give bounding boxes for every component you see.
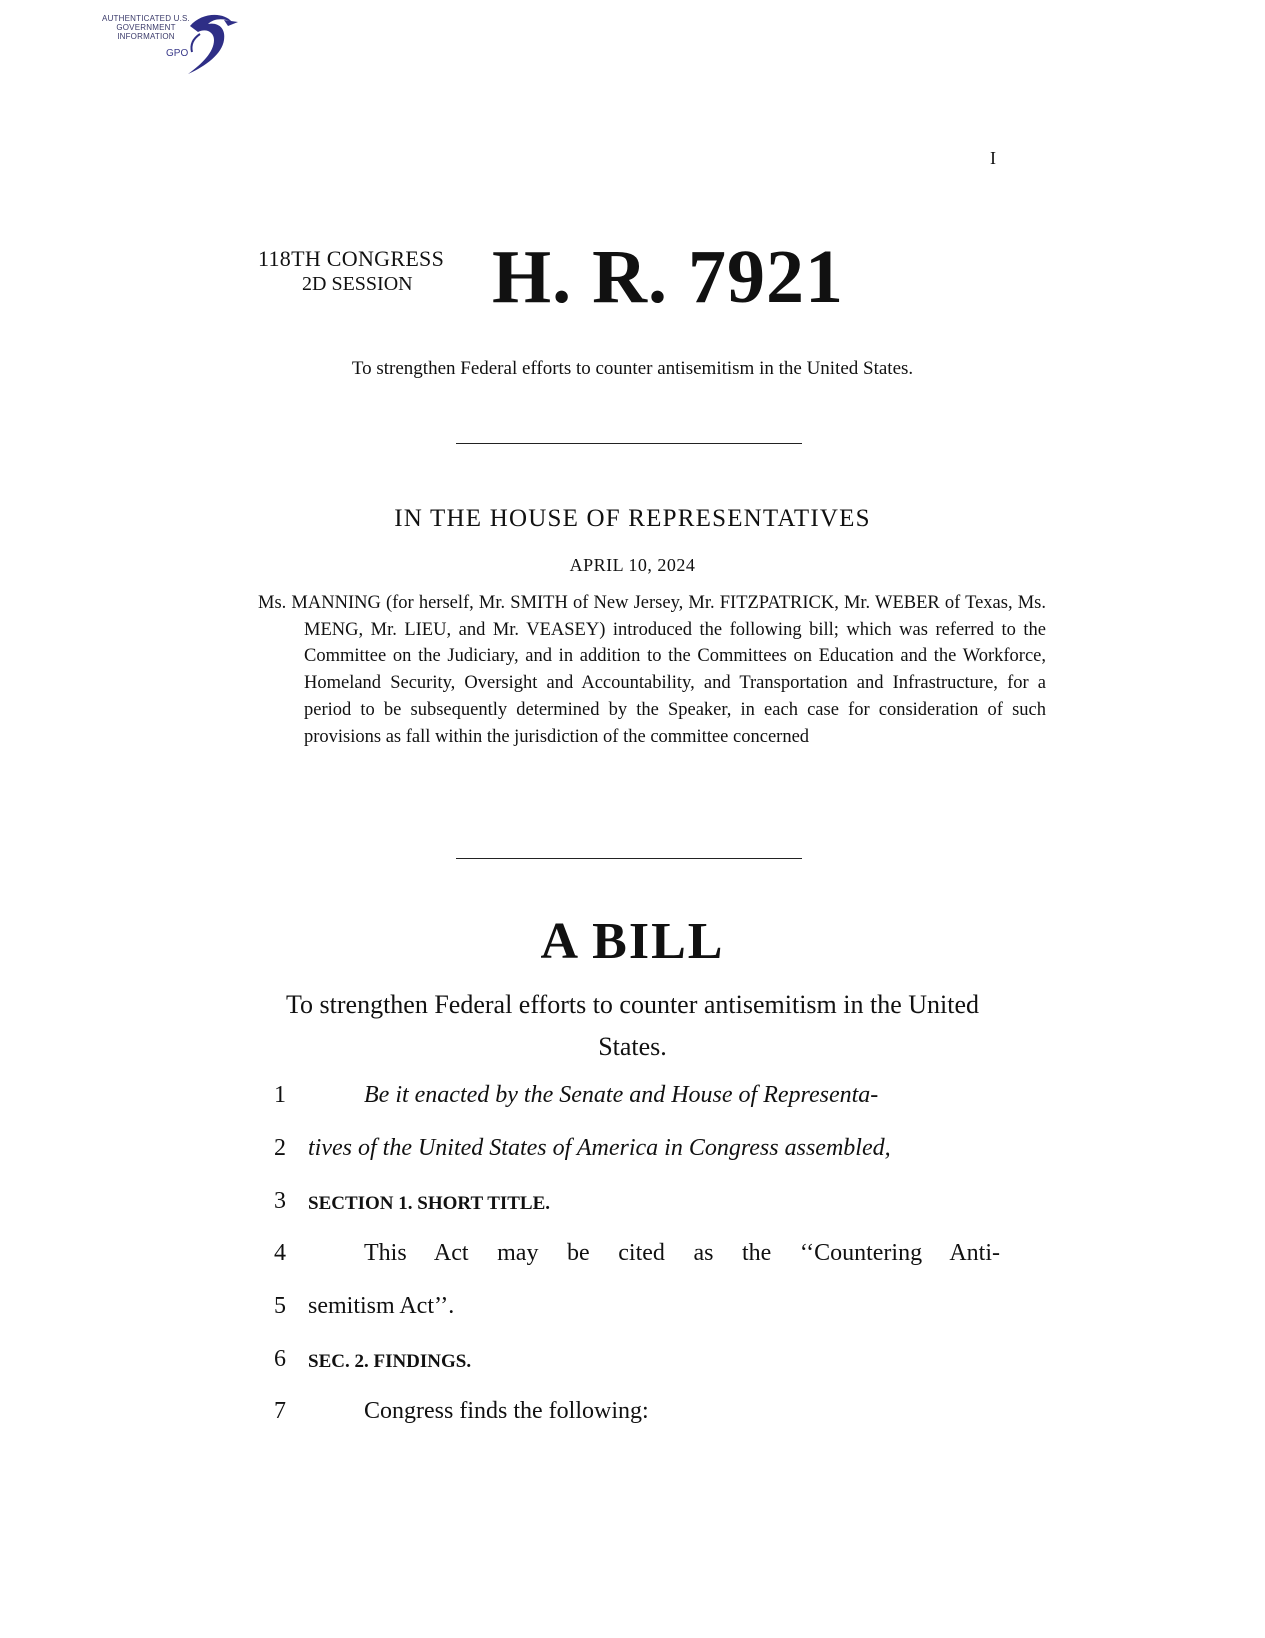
line-number: 7	[274, 1398, 286, 1424]
seal-gpo-label: GPO	[166, 48, 189, 59]
line-number: 4	[274, 1240, 286, 1266]
line-number: 6	[274, 1346, 286, 1372]
introduction-date: APRIL 10, 2024	[569, 555, 696, 575]
text-line: semitism Act’’.	[308, 1293, 455, 1319]
section-heading: SEC. 2. FINDINGS.	[308, 1351, 472, 1372]
congress-label: 118TH CONGRESS	[258, 246, 445, 271]
bill-label: A BILL	[540, 913, 725, 970]
line-number: 2	[274, 1135, 286, 1161]
chamber-heading: IN THE HOUSE OF REPRESENTATIVES	[394, 505, 871, 532]
gpo-authentication-seal	[100, 8, 240, 76]
text-line: This Act may be cited as the ‘‘Countering Anti-	[364, 1240, 1000, 1266]
divider	[456, 443, 802, 444]
section-heading: SECTION 1. SHORT TITLE.	[308, 1193, 551, 1214]
seal-text: AUTHENTICATED U.S. GOVERNMENT INFORMATION	[102, 14, 190, 41]
bill-number: H. R. 7921	[492, 235, 844, 319]
line-number: 1	[274, 1082, 286, 1108]
line-number: 3	[274, 1188, 286, 1214]
introduction-statement: Ms. MANNING (for herself, Mr. SMITH of New Jersey, Mr. FITZPATRICK, Mr. WEBER of Texas, Ms. MENG, Mr. LIEU, and Mr. VEASEY) introduced the following bill; which was referred to the Committee on the Judiciary, and in addition to the Committees on Education and the Workforce, Homeland Security, Oversight and Accountability, and Transportation and Infrastructure, for a period to be subsequently determined by the Speaker, in each case for consideration of such provisions as fall within the jurisdiction of the committee concerned	[258, 593, 1046, 747]
short-purpose: To strengthen Federal efforts to counter antisemitism in the United States.	[351, 358, 914, 379]
line-number: 5	[274, 1293, 286, 1319]
session-label: 2D SESSION	[302, 273, 413, 295]
divider	[456, 858, 802, 859]
enacting-clause-line: tives of the United States of America in Congress assembled,	[308, 1135, 891, 1161]
eagle-icon	[180, 8, 240, 78]
text-line: Congress finds the following:	[364, 1398, 649, 1424]
bill-purpose: To strengthen Federal efforts to counter antisemitism in the United States.	[285, 990, 980, 1061]
enacting-clause-line: Be it enacted by the Senate and House of Representa-	[364, 1082, 879, 1108]
bill-version-marker: I	[990, 148, 996, 168]
